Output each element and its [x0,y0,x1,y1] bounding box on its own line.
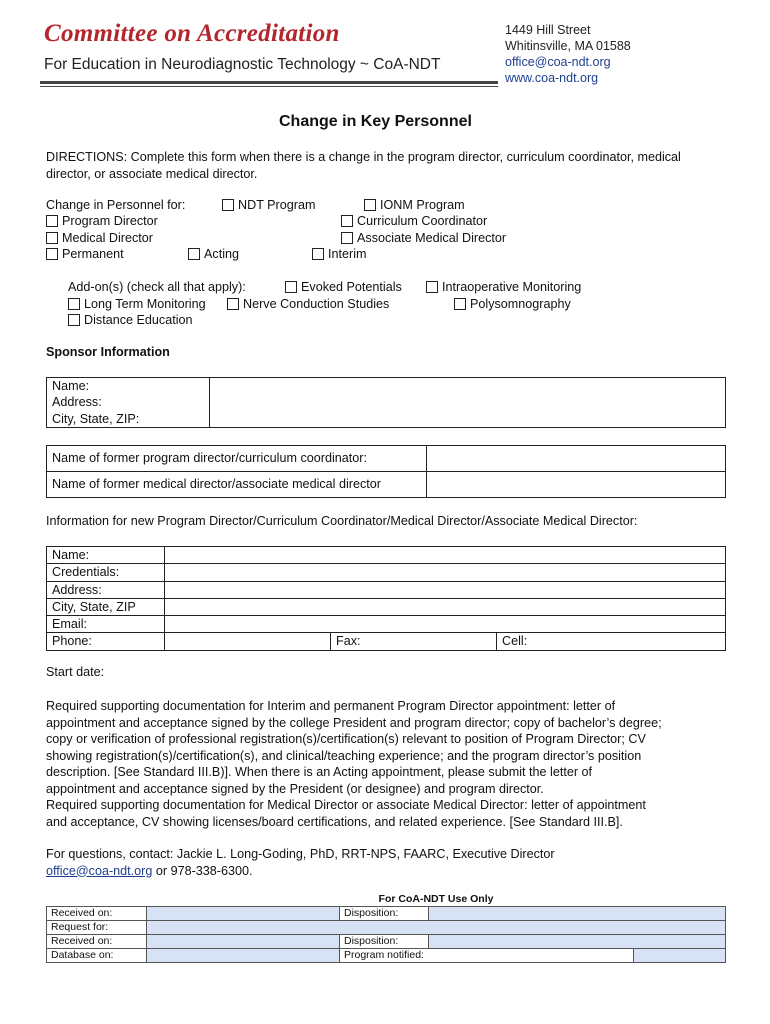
disposition-2-input[interactable] [429,935,726,949]
documentation: Required supporting documentation for Interim and permanent Program Director appointment: letter of appointment and acceptance signed by the college President and program director; copy of bachelor’s degree; copy or verification of professional registration(s)/certification(s) relevant to position of Program Director; CV showing registration(s)/certification(s), and clinical/teaching experience; and the program director’s position description. [See Standard III.B)]. When there is an Acting appointment, please submit the letter of appointment and acceptance signed by the President (or designee) and program director. Required supporting documentation for Medical Director or associate Medical Director: letter of appointment and acceptance, CV showing licenses/board certifications, and related experience. [See Standard III.B]. [46,699,662,829]
distance-education-option[interactable]: Distance Education [68,313,193,327]
request-for-input[interactable] [147,921,726,935]
intraoperative-monitoring-option[interactable]: Intraoperative Monitoring [426,280,581,294]
new-credentials-input[interactable] [165,564,726,581]
office-use-title: For CoA-NDT Use Only [378,893,494,905]
intraoperative-monitoring-checkbox[interactable] [426,281,438,293]
nerve-conduction-option[interactable]: Nerve Conduction Studies [227,297,389,311]
disposition-label: Disposition: [340,907,429,921]
received-on-input[interactable] [147,907,340,921]
interim-option[interactable]: Interim [312,247,367,261]
associate-medical-director-option[interactable]: Associate Medical Director [341,231,506,245]
header-rule-thin [40,86,498,87]
email-link[interactable]: office@coa-ndt.org [505,55,611,69]
org-subtitle: For Education in Neurodiagnostic Technology ~ CoA-NDT [44,56,441,73]
program-director-checkbox[interactable] [46,215,58,227]
start-date-label: Start date: [46,665,105,679]
program-director-option[interactable]: Program Director [46,214,158,228]
sponsor-address-label: Address: [52,395,102,410]
ndt-program-checkbox[interactable] [222,199,234,211]
header-rule [40,81,498,84]
request-for-label: Request for: [47,921,147,935]
personnel-label: Change in Personnel for: [46,198,186,212]
ionm-program-checkbox[interactable] [364,199,376,211]
database-on-label: Database on: [47,949,147,963]
acting-checkbox[interactable] [188,248,200,260]
disposition-input[interactable] [429,907,726,921]
new-email-input[interactable] [165,616,726,633]
new-address-input[interactable] [165,581,726,598]
contact [46,846,555,879]
disposition-2-label: Disposition: [340,935,429,949]
polysomnography-option[interactable]: Polysomnography [454,297,571,311]
office-use-box [46,893,726,963]
org-name: Committee on Accreditation [44,20,340,47]
received-on-label: Received on: [47,907,147,921]
former-md-input[interactable] [427,472,726,498]
former-table [46,445,726,498]
new-info-table [46,546,726,651]
database-on-input[interactable] [147,949,340,963]
directions: DIRECTIONS: Complete this form when there is a change in the program director, curriculum coordinator, medical director, or associate medical director. [46,150,681,181]
new-phone-input[interactable] [165,633,331,650]
new-info-intro: Information for new Program Director/Curriculum Coordinator/Medical Director/Associate Medical Director: [46,514,638,528]
addons-label: Add-on(s) (check all that apply): [68,280,246,294]
address-street: 1449 Hill Street [505,23,591,37]
address-city: Whitinsville, MA 01588 [505,39,631,53]
polysomnography-checkbox[interactable] [454,298,466,310]
long-term-monitoring-option[interactable]: Long Term Monitoring [68,297,206,311]
former-md-label: Name of former medical director/associate medical director [47,472,427,498]
distance-education-checkbox[interactable] [68,314,80,326]
long-term-monitoring-checkbox[interactable] [68,298,80,310]
contact-line: For questions, contact: Jackie L. Long-Goding, PhD, RRT-NPS, FAARC, Executive Director [46,847,555,861]
former-pd-input[interactable] [427,446,726,472]
permanent-option[interactable]: Permanent [46,247,124,261]
new-fax-field[interactable]: Fax: [331,633,497,650]
address-block [505,22,631,86]
ionm-program-option[interactable]: IONM Program [364,198,465,212]
permanent-checkbox[interactable] [46,248,58,260]
new-name-input[interactable] [165,547,726,564]
associate-medical-director-checkbox[interactable] [341,232,353,244]
received-on-2-input[interactable] [147,935,340,949]
website-link[interactable]: www.coa-ndt.org [505,71,599,85]
sponsor-heading: Sponsor Information [46,345,170,359]
new-address-label: Address: [47,581,165,598]
new-phone-label: Phone: [47,633,165,650]
new-cell-field[interactable]: Cell: [497,633,726,650]
sponsor-input[interactable] [210,378,726,428]
medical-director-option[interactable]: Medical Director [46,231,153,245]
acting-option[interactable]: Acting [188,247,239,261]
new-credentials-label: Credentials: [47,564,165,581]
sponsor-table [46,377,726,428]
curriculum-coordinator-option[interactable]: Curriculum Coordinator [341,214,487,228]
interim-checkbox[interactable] [312,248,324,260]
evoked-potentials-option[interactable]: Evoked Potentials [285,280,402,294]
curriculum-coordinator-checkbox[interactable] [341,215,353,227]
form-title: Change in Key Personnel [279,113,472,130]
new-city-input[interactable] [165,598,726,615]
new-email-label: Email: [47,616,165,633]
former-pd-label: Name of former program director/curriculum coordinator: [47,446,427,472]
program-notified-label: Program notified: [340,949,634,963]
nerve-conduction-checkbox[interactable] [227,298,239,310]
contact-phone: or 978-338-6300. [152,863,253,878]
program-notified-input[interactable] [633,949,725,963]
new-city-label: City, State, ZIP [47,598,165,615]
evoked-potentials-checkbox[interactable] [285,281,297,293]
medical-director-checkbox[interactable] [46,232,58,244]
ndt-program-option[interactable]: NDT Program [222,198,315,212]
sponsor-name-label: Name: [52,379,90,393]
contact-email-link[interactable]: office@coa-ndt.org [46,863,153,878]
sponsor-city-label: City, State, ZIP: [52,411,140,426]
new-name-label: Name: [47,547,165,564]
received-on-2-label: Received on: [47,935,147,949]
